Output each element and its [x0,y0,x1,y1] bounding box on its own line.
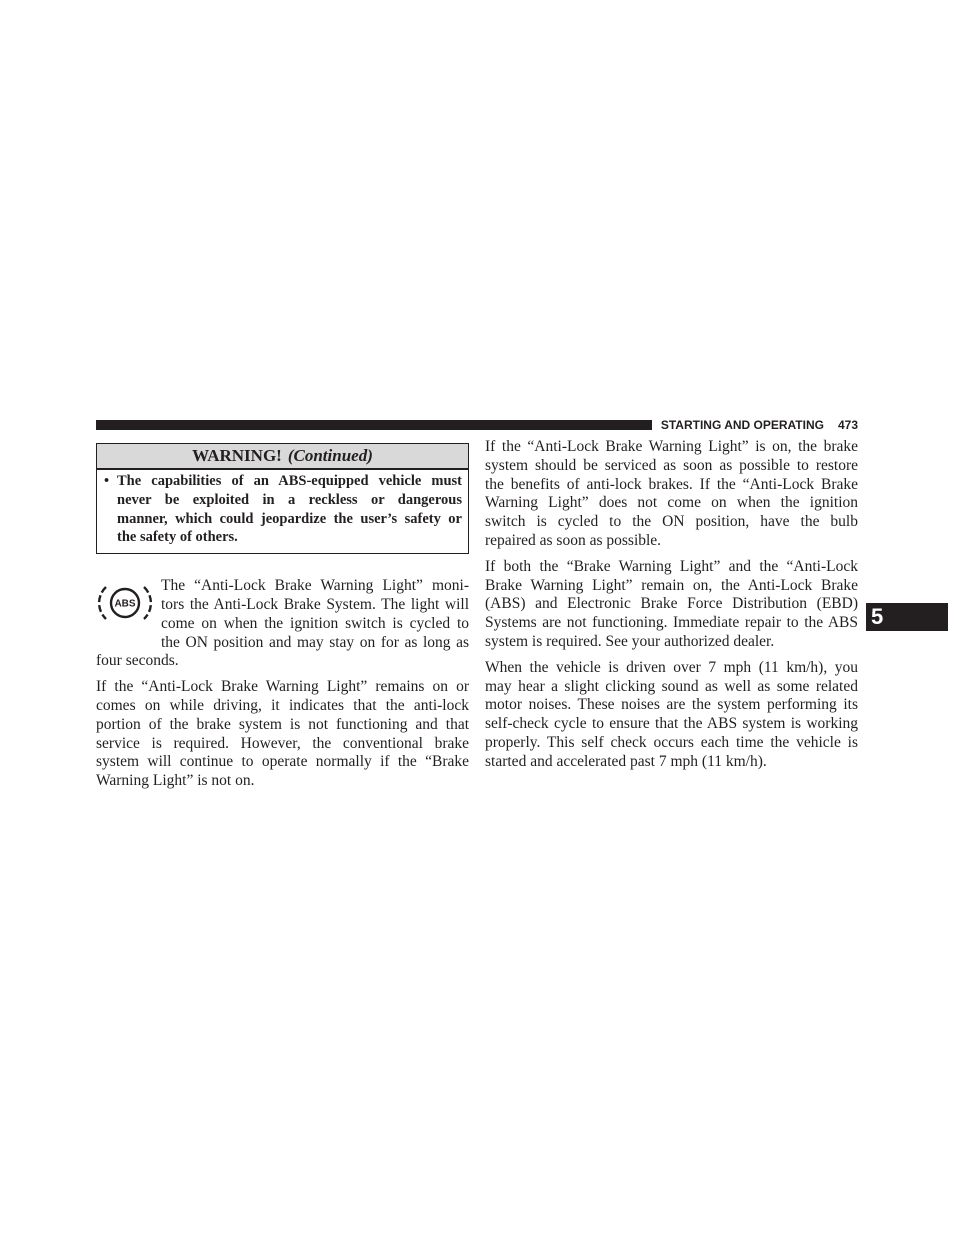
paragraph-line: If the “Anti-Lock Brake Warning Light” is on, the brake [485,438,858,455]
paragraph-line: system will continue to operate normally if the “Brake [96,753,469,771]
warning-continued: (Continued) [287,446,373,465]
paragraph-line: the benefits of anti-lock brakes. If the “Anti-Lock Brake [485,475,858,493]
paragraph-line: may hear a slight clicking sound as well as some related [485,677,858,695]
abs-icon-label: ABS [114,598,136,610]
paragraph-line: When the vehicle is driven over 7 mph (11 km/h), you [485,658,858,676]
paragraph-line: Brake Warning Light” remain on, the Anti-Lock Brake [485,576,858,594]
warning-box [96,443,469,554]
paragraph-line: portion of the brake system is not functioning and that [96,715,469,733]
abs-warning-light-icon [96,574,154,632]
paragraph-abs-remains-on [96,678,469,791]
paragraph-line: self-check cycle to ensure that the ABS system is working [485,715,858,733]
paragraph-line: Warning Light” does not come on when the ignition [485,494,858,512]
paragraph-line: four seconds. [96,652,179,670]
paragraph-line: come on when the ignition switch is cycled to [161,614,469,632]
paragraph-line: If both the “Brake Warning Light” and the “Anti-Lock [485,557,858,575]
paragraph-line: motor noises. These noises are the system performing its [485,696,858,714]
paragraph-abs-light-on [485,438,858,551]
warning-bullet-text [117,472,462,547]
paragraph-self-check [485,659,858,772]
running-header [96,418,858,432]
section-title: STARTING AND OPERATING [660,418,824,432]
header-rule [96,420,652,430]
paragraph-line: repaired as soon as possible. [485,531,662,549]
paragraph-both-lights-on [485,558,858,652]
left-column [96,443,469,798]
paragraph-line: service is required. However, the conventional brake [96,734,469,752]
warning-line: manner, which could jeopardize the user’s safety or [117,510,462,527]
warning-header [97,444,468,470]
paragraph-line: Warning Light” is not on. [96,772,255,790]
warning-title: WARNING! [192,446,282,465]
abs-icon-left-arc [99,587,106,619]
warning-line: the safety of others. [117,529,238,546]
paragraph-line: started and accelerated past 7 mph (11 km/h). [485,752,767,770]
paragraph-line: system should be serviced as soon as possible to restore [485,456,858,474]
warning-body [97,470,468,553]
right-column [485,438,858,779]
chapter-number: 5 [871,604,884,629]
bullet-marker: • [104,473,110,489]
page-number: 473 [837,418,858,432]
paragraph-line: If the “Anti-Lock Brake Warning Light” remains on or [96,678,469,696]
paragraph-line: system is required. See your authorized dealer. [485,632,775,650]
paragraph-line: (ABS) and Electronic Brake Force Distribution (EBD) [485,595,858,613]
paragraph-abs-light [96,577,469,671]
paragraph-line: The “Anti-Lock Brake Warning Light” moni- [161,577,469,595]
paragraph-line: comes on while driving, it indicates that the anti-lock [96,696,469,714]
paragraph-line: Systems are not functioning. Immediate repair to the ABS [485,614,858,632]
paragraph-line: tors the Anti-Lock Brake System. The light will [161,595,469,613]
warning-line: never be exploited in a reckless or dangerous [117,491,462,508]
paragraph-line: switch is cycled to the ON position, have the bulb [485,513,858,531]
abs-icon-right-arc [144,587,151,619]
warning-line: The capabilities of an ABS-equipped vehicle must [117,473,462,489]
chapter-tab [866,603,948,631]
paragraph-line: properly. This self check occurs each time the vehicle is [485,733,858,751]
paragraph-line: the ON position and may stay on for as long as [161,633,469,651]
